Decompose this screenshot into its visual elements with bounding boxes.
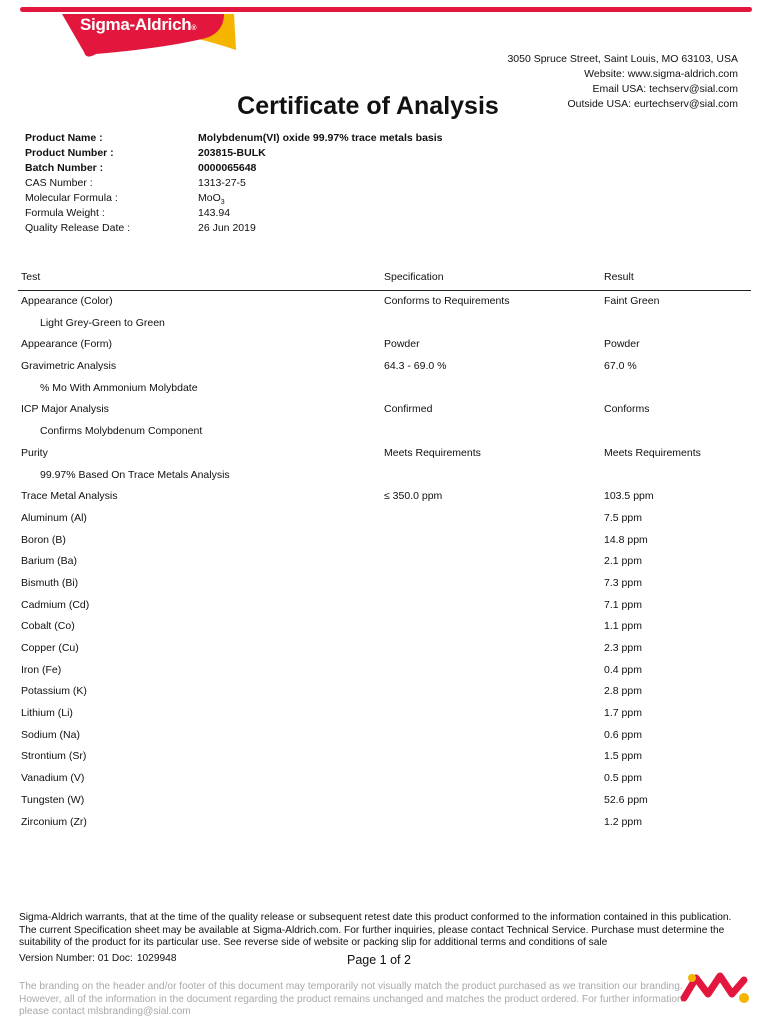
test-name: Appearance (Color) <box>21 295 113 307</box>
table-row-note <box>18 313 751 335</box>
release-date-label: Quality Release Date : <box>25 222 131 234</box>
version-label: Version Number: 01 Doc: <box>19 953 133 964</box>
formula-weight-value: 143.94 <box>198 207 231 219</box>
test-result: 7.3 ppm <box>604 576 642 589</box>
test-result: Conforms <box>604 403 650 416</box>
test-result: 103.5 ppm <box>604 490 654 503</box>
test-name: Copper (Cu) <box>21 642 79 654</box>
test-result: 52.6 ppm <box>604 793 648 806</box>
test-name: Zirconium (Zr) <box>21 815 87 828</box>
test-name: Lithium (Li) <box>21 707 73 720</box>
batch-number-label: Batch Number : <box>25 162 104 174</box>
test-name: Appearance (Form) <box>21 338 113 351</box>
test-specification: Confirmed <box>384 403 433 416</box>
cas-number-value: 1313-27-5 <box>198 177 246 189</box>
table-row <box>18 443 751 465</box>
table-row <box>18 334 751 356</box>
merck-logo <box>680 968 752 1008</box>
test-result: 2.1 ppm <box>604 555 642 568</box>
header-result: Result <box>604 271 634 283</box>
test-result: 2.8 ppm <box>604 685 642 698</box>
product-name-label: Product Name : <box>25 132 103 144</box>
test-result: 1.5 ppm <box>604 750 642 763</box>
table-row <box>18 530 751 552</box>
table-row <box>18 616 751 638</box>
table-row-note <box>18 465 751 487</box>
test-name: Purity <box>21 446 48 459</box>
test-result: 1.7 ppm <box>604 707 642 720</box>
warranty-text: Sigma-Aldrich warrants, that at the time of the quality release or subsequent retest date this product conformed to the information contained in this publication. The current Specification sheet may be available at Sigma-Aldrich.com. For further inquiries, please contact Technical Service. Purchase must determine the suitability of the product for its particular use. See reverse side of website or packing slip for additional terms and conditions of sale <box>19 912 732 948</box>
page-title: Certificate of Analysis <box>237 92 499 120</box>
test-result: 7.1 ppm <box>604 598 642 611</box>
test-specification: ≤ 350.0 ppm <box>384 490 443 503</box>
brand-name: Sigma-Aldrich® <box>80 15 197 34</box>
test-result: 67.0 % <box>604 360 637 373</box>
test-note: Confirms Molybdenum Component <box>40 425 203 438</box>
address-line: 3050 Spruce Street, Saint Louis, MO 63103, USA <box>507 53 738 65</box>
table-body <box>18 291 751 833</box>
table-row <box>18 551 751 573</box>
outside-usa-line: Outside USA: eurtechserv@sial.com <box>567 98 738 110</box>
test-result: 0.6 ppm <box>604 728 642 741</box>
batch-number-value: 0000065648 <box>198 162 257 174</box>
test-result: 1.1 ppm <box>604 620 642 633</box>
test-name: Potassium (K) <box>21 685 87 698</box>
test-name: Vanadium (V) <box>21 772 85 785</box>
table-row-note <box>18 378 751 400</box>
table-row <box>18 768 751 790</box>
table-row <box>18 486 751 508</box>
test-name: Boron (B) <box>21 533 66 546</box>
table-header <box>18 268 751 291</box>
test-name: Cadmium (Cd) <box>21 598 90 611</box>
table-row <box>18 638 751 660</box>
test-name: Barium (Ba) <box>21 555 78 568</box>
table-row <box>18 725 751 747</box>
test-result: Faint Green <box>604 295 660 307</box>
table-row <box>18 573 751 595</box>
test-specification: Meets Requirements <box>384 446 481 459</box>
release-date-value: 26 Jun 2019 <box>198 222 256 234</box>
molecular-formula-row <box>25 191 443 206</box>
doc-number: 1029948 <box>136 953 177 964</box>
test-name: Bismuth (Bi) <box>21 576 79 589</box>
test-name: Cobalt (Co) <box>21 620 75 633</box>
table-row <box>18 291 751 313</box>
table-row <box>18 812 751 834</box>
test-name: ICP Major Analysis <box>21 403 109 416</box>
table-row <box>18 356 751 378</box>
test-name: Gravimetric Analysis <box>21 360 117 373</box>
product-name-value: Molybdenum(VI) oxide 99.97% trace metals basis <box>198 132 443 144</box>
molecular-formula-label: Molecular Formula : <box>25 192 118 204</box>
table-row <box>18 703 751 725</box>
table-row <box>18 660 751 682</box>
product-number-label: Product Number : <box>25 147 114 159</box>
table-row <box>18 508 751 530</box>
website-line: Website: www.sigma-aldrich.com <box>584 68 738 80</box>
table-row <box>18 681 751 703</box>
test-name: Trace Metal Analysis <box>21 490 118 503</box>
batch-number-row <box>25 161 443 176</box>
table-row <box>18 790 751 812</box>
formula-weight-row <box>25 206 443 221</box>
test-result: 0.4 ppm <box>604 663 642 676</box>
test-result: 14.8 ppm <box>604 533 648 546</box>
product-name-row <box>25 131 443 146</box>
analysis-table <box>18 268 751 833</box>
test-note: % Mo With Ammonium Molybdate <box>40 381 198 394</box>
table-row <box>18 399 751 421</box>
branding-disclaimer: The branding on the header and/or footer of this document may temporarily not visually match the product purchased as we transition our branding. However, all of the information in the document regarding the product remains unchanged and matches the product ordered. For further information please contact mlsbranding@sial.com <box>19 981 683 1017</box>
email-usa-line: Email USA: techserv@sial.com <box>592 83 738 95</box>
product-number-row <box>25 146 443 161</box>
test-result: 7.5 ppm <box>604 511 642 524</box>
version-info <box>19 953 177 964</box>
cas-number-label: CAS Number : <box>25 177 93 189</box>
table-row <box>18 595 751 617</box>
test-name: Strontium (Sr) <box>21 750 87 763</box>
product-info <box>25 131 443 236</box>
test-name: Sodium (Na) <box>21 728 80 741</box>
cas-number-row <box>25 176 443 191</box>
header-specification: Specification <box>384 271 444 283</box>
test-note: Light Grey-Green to Green <box>40 316 165 329</box>
test-specification: 64.3 - 69.0 % <box>384 360 447 373</box>
release-date-row <box>25 221 443 236</box>
test-specification: Powder <box>384 338 420 351</box>
product-number-value: 203815-BULK <box>198 147 266 159</box>
formula-weight-label: Formula Weight : <box>25 207 105 219</box>
table-row <box>18 746 751 768</box>
test-result: 0.5 ppm <box>604 772 642 785</box>
test-result: 1.2 ppm <box>604 815 642 828</box>
test-name: Iron (Fe) <box>21 663 62 676</box>
test-specification: Conforms to Requirements <box>384 295 510 307</box>
test-result: 2.3 ppm <box>604 642 642 654</box>
test-name: Aluminum (Al) <box>21 511 87 524</box>
molecular-formula-value: MoO$_3$ <box>198 192 225 207</box>
page-number: Page 1 of 2 <box>347 953 411 967</box>
table-row-note <box>18 421 751 443</box>
header-test: Test <box>21 271 41 283</box>
test-note: 99.97% Based On Trace Metals Analysis <box>40 468 230 481</box>
test-name: Tungsten (W) <box>21 793 85 806</box>
test-result: Powder <box>604 338 640 351</box>
test-result: Meets Requirements <box>604 446 701 459</box>
